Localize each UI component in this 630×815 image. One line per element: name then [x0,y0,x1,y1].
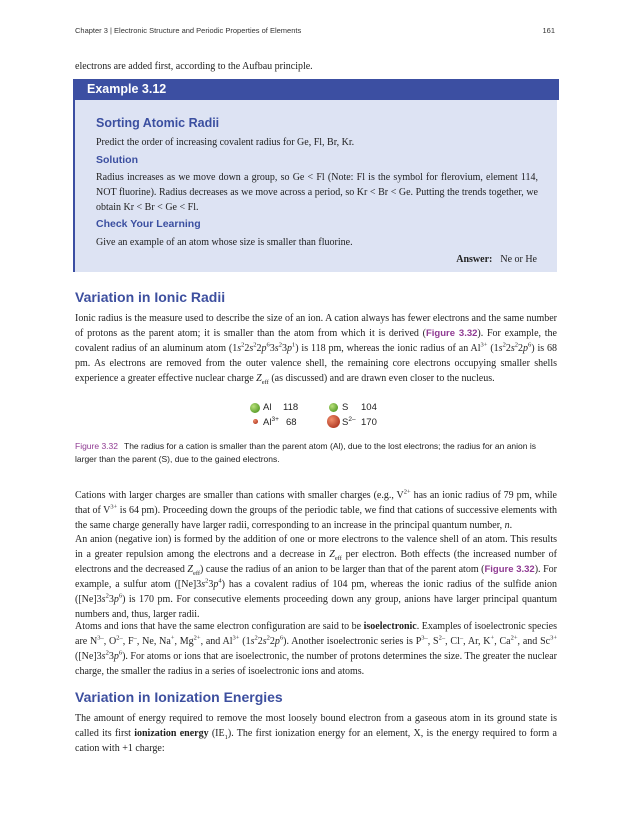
section-heading-ionization-energies: Variation in Ionization Energies [75,689,283,705]
answer [456,254,537,265]
aluminum-atom-radius: 118 [283,402,299,413]
aluminum-atom-label: Al [263,402,272,413]
answer-value: Ne or He [500,254,537,265]
example-title: Sorting Atomic Radii [96,116,220,130]
solution-heading: Solution [96,154,138,166]
page-number: 161 [542,26,555,35]
figure-caption-label: Figure 3.32 [75,441,118,451]
paragraph-isoelectronic: Atoms and ions that have the same electron configuration are said to be isoelectronic. Examples of isoelectronic species are $N^{3-}$, $O^{2-}$, F–, Ne, Na+, $Mg^{2+}$, and $Al^{3+}$ $(1s^22s^22p^6)$. Another isoelectronic series is $P^{3-}$, $S^{2-}$, Cl–, Ar, K+, $Ca^{2+}$, and $Sc^{3+}$ $([Ne]3s^23p^6)$. For atoms or ions that are isoelectronic, the number of protons determines the size. The greater the nuclear charge, the smaller the radius in a series of isoelectronic ions and atoms. [75,621,557,677]
example-label-bar [73,79,559,100]
figure-3-32 [250,401,390,431]
sulfur-atom-sphere [329,403,338,412]
figure-caption [75,440,555,465]
aluminum-ion-radius: 68 [286,417,297,428]
example-prompt: Predict the order of increasing covalent radius for Ge, Fl, Br, Kr. [96,137,355,148]
paragraph-ionic-radius: Ionic radius is the measure used to describe the size of an ion. A cation always has fewer electrons and the same number of protons as the parent atom; it is smaller than the atom from which it is derived (Figure 3.32). For example, the covalent radius of an aluminum atom $(1s^22s^22p^63s^23p^1)$ is 118 pm, whereas the ionic radius of an $Al^{3+}$ $(1s^22s^22p^6)$ is 68 pm. As electrons are removed from the outer valence shell, the remaining core electrons occupying smaller shells experience a greater effective nuclear charge $Z_{eff}$ (as discussed) and are drawn even closer to the nucleus. [75,313,557,386]
intro-line: electrons are added first, according to the Aufbau principle. [75,61,313,72]
aluminum-atom-sphere [250,403,260,413]
figure-reference-link-2[interactable]: Figure 3.32 [484,564,535,575]
figure-reference-link[interactable]: Figure 3.32 [425,328,478,339]
figure-caption-text: The radius for a cation is smaller than the parent atom (Al), due to the lost electrons; the radius for an anion is larger than the parent (S), due to the gained electrons. [75,441,536,464]
term-isoelectronic: isoelectronic [363,621,417,632]
section-heading-ionic-radii: Variation in Ionic Radii [75,289,226,305]
sulfide-ion-sphere [327,415,340,428]
aluminum-ion-label: $Al^{3+}$ [263,415,279,428]
solution-text: Radius increases as we move down a group, so Ge < Fl (Note: Fl is the symbol for flerovium, element 114, NOT fluorine). Radius decreases as we move across a period, so Kr < Br < Ge. Putting the trends together, we obtain Kr < Br < Ge < Fl. [96,172,538,213]
paragraph-ionization-energy: The amount of energy required to remove the most loosely bound electron from a gaseous atom in its ground state is called its first ionization energy $(IE_1)$. The first ionization energy for an element, X, is the energy required to form a cation with +1 charge: [75,713,557,754]
example-box [73,79,557,272]
sulfur-atom-radius: 104 [361,402,377,413]
aluminum-ion-sphere [253,419,258,424]
sulfide-ion-radius: 170 [361,417,377,428]
example-label: Example 3.12 [87,82,167,96]
sulfide-ion-label: $S^{2-}$ [342,415,356,428]
answer-label: Answer: [456,254,493,265]
term-ionization-energy: ionization energy [134,728,209,739]
check-heading: Check Your Learning [96,218,201,230]
paragraph-cation-charges: Cations with larger charges are smaller than cations with smaller charges (e.g., $V^{2+}$ has an ionic radius of 79 pm, while that of $V^{3+}$ is 64 pm). Proceeding down the groups of the periodic table, we find that cations of successive elements with the same charge generally have larger radii, corresponding to an increase in the principal quantum number, n. [75,488,557,531]
page-header [75,26,555,38]
paragraph-anions: An anion (negative ion) is formed by the addition of one or more electrons to the valence shell of an atom. This results in a greater repulsion among the electrons and a decrease in $Z_{eff}$ per electron. Both effects (the increased number of electrons and the decreased $Z_{eff}$) cause the radius of an anion to be larger than that of the parent atom (Figure 3.32). For example, a sulfur atom $([Ne]3s^23p^4)$ has a covalent radius of 104 pm, whereas the ionic radius of the sulfide anion $([Ne]3s^23p^6)$ is 170 pm. For consecutive elements proceeding down any group, anions have larger principal quantum numbers and, thus, larger radii. [75,534,557,620]
sulfur-atom-label: S [342,402,349,413]
chapter-title: Chapter 3 | Electronic Structure and Periodic Properties of Elements [75,26,302,35]
check-text: Give an example of an atom whose size is smaller than fluorine. [96,237,353,248]
